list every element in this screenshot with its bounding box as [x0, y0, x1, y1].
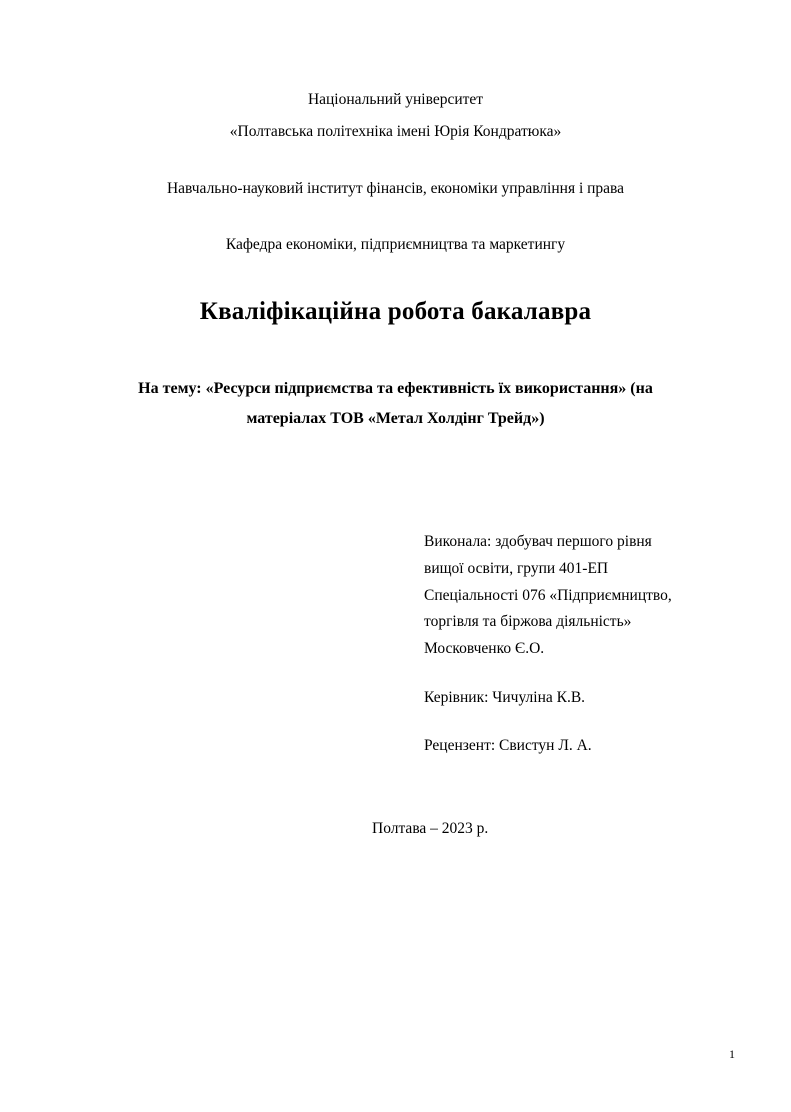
author-info [424, 529, 791, 760]
thesis-topic [0, 374, 791, 433]
author-line-2: вищої освіти, групи 401-ЕП [424, 559, 609, 577]
university-line-1: Національний університет [307, 91, 484, 108]
author-line-4: торгівля та біржова діяльність» [424, 613, 632, 631]
page-number: 1 [729, 1047, 735, 1061]
university-line-2: «Полтавська політехніка імені Юрія Кондратюка» [229, 123, 562, 141]
place-and-year: Полтава – 2023 р. [372, 819, 489, 837]
author-name: Московченко Є.О. [424, 639, 545, 657]
reviewer-line: Рецензент: Свистун Л. А. [424, 737, 592, 755]
spacer-after-supervisor [424, 711, 791, 733]
thesis-topic-line-1: На тему: «Ресурси підприємства та ефективність їх використання» (на [138, 380, 653, 398]
author-line-3: Спеціальності 076 «Підприємництво, [424, 586, 672, 604]
supervisor-line: Керівник: Чичуліна К.В. [424, 688, 586, 706]
document-page [0, 88, 791, 1112]
spacer-after-author [424, 663, 791, 685]
thesis-topic-line-2: матеріалах ТОВ «Метал Холдінг Трейд») [246, 409, 545, 427]
university-heading [0, 88, 791, 144]
institute-line: Навчально-науковий інститут фінансів, економіки управління і права [166, 180, 625, 198]
author-line-1: Виконала: здобувач першого рівня [424, 533, 652, 551]
document-type-title: Кваліфікаційна робота бакалавра [199, 298, 592, 326]
department-line: Кафедра економіки, підприємництва та маркетингу [225, 236, 566, 254]
